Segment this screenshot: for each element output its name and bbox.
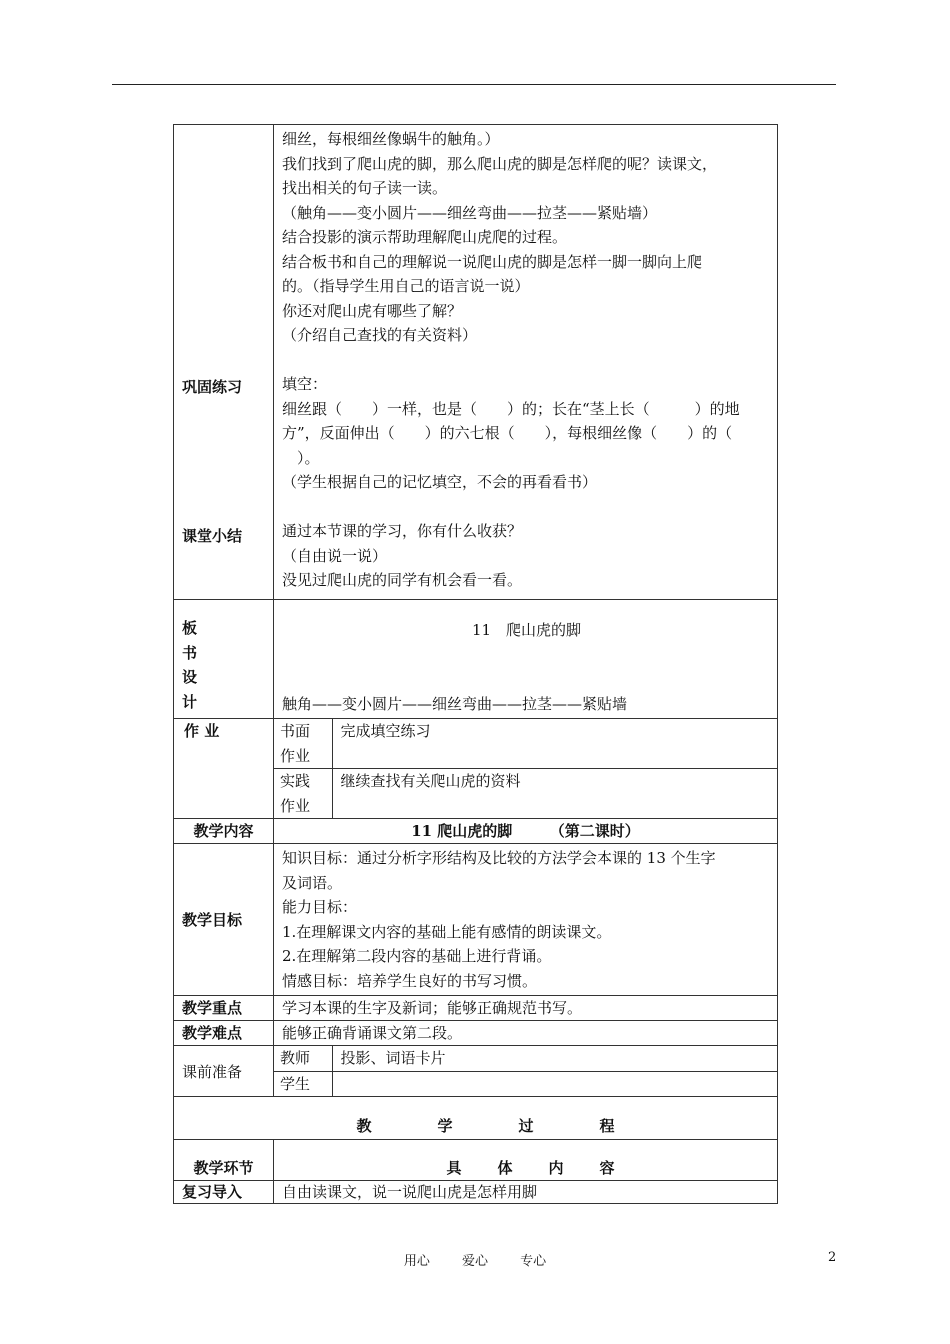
- homework-type: 作业: [280, 796, 311, 815]
- summary-label: 课堂小结: [182, 527, 243, 545]
- key-point-text: 学习本课的生字及新词；能够正确规范书写。: [274, 996, 778, 1021]
- board-design-label: 板 书 设 计: [174, 600, 274, 719]
- prep-who: 学生: [274, 1071, 332, 1096]
- key-point-row: [174, 996, 778, 1021]
- process-header: [174, 1097, 778, 1140]
- summary-line: 没见过爬山虎的同学有机会看一看。: [282, 571, 523, 589]
- homework-label-cell: [174, 719, 274, 819]
- practice-line: ）。: [282, 448, 320, 467]
- homework-task: 完成填空练习: [340, 722, 431, 740]
- difficulty-row: [174, 1021, 778, 1046]
- goals-row: [174, 844, 778, 996]
- text-line: 你还对爬山虎有哪些了解？: [282, 301, 463, 320]
- section-header-content: [274, 1140, 778, 1181]
- section-header-char: 内: [548, 1159, 564, 1177]
- continuation-row: [174, 125, 778, 600]
- text-line: 细丝，每根细丝像蜗牛的触角。）: [282, 130, 500, 148]
- goal-line: 能力目标：: [282, 898, 358, 916]
- homework-item: [274, 719, 777, 769]
- difficulty-text: 能够正确背诵课文第二段。: [274, 1021, 778, 1046]
- board-design-row: [174, 600, 778, 719]
- board-title: 11 爬山虎的脚: [471, 621, 582, 639]
- difficulty-label: 教学难点: [174, 1021, 274, 1046]
- practice-line: （学生根据自己的记忆填空，不会的再看看书）: [282, 473, 598, 491]
- homework-label: 作 业: [184, 722, 220, 740]
- review-row: [174, 1181, 778, 1204]
- homework-table: [274, 719, 777, 818]
- goal-line: 2.在理解第二段内容的基础上进行背诵。: [282, 947, 552, 965]
- text-line: 我们找到了爬山虎的脚，那么爬山虎的脚是怎样爬的呢？读课文，: [282, 154, 718, 173]
- homework-type: 实践: [280, 772, 311, 790]
- goal-line: 1.在理解课文内容的基础上能有感情的朗读课文。: [282, 922, 612, 941]
- lesson-title: 11 爬山虎的脚 （第二课时）: [274, 819, 778, 844]
- section-header-label: 教学环节: [174, 1140, 274, 1181]
- homework-task: 继续查找有关爬山虎的资料: [340, 772, 521, 790]
- practice-line: 填空：: [282, 375, 328, 393]
- key-point-label: 教学重点: [174, 996, 274, 1021]
- goals-content: [274, 844, 778, 996]
- prep-label: 课前准备: [174, 1046, 274, 1097]
- text-line: （触角——变小圆片——细丝弯曲——拉茎——紧贴墙）: [282, 203, 658, 222]
- homework-content: [274, 719, 778, 819]
- process-header-char: 教: [356, 1117, 372, 1135]
- process-header-char: 学: [437, 1117, 453, 1135]
- summary-line: （自由说一说）: [282, 546, 388, 565]
- process-header-row: [174, 1097, 778, 1140]
- footer-item: 用心: [403, 1254, 430, 1269]
- text-line: 找出相关的句子读一读。: [282, 179, 448, 197]
- prep-item: [274, 1071, 777, 1096]
- prep-item: [274, 1046, 777, 1071]
- prep-row: [174, 1046, 778, 1097]
- practice-label: 巩固练习: [182, 378, 243, 396]
- goal-line: 及词语。: [282, 873, 343, 892]
- footer-item: 爱心: [461, 1254, 488, 1269]
- goal-line: 情感目标：培养学生良好的书写习惯。: [282, 971, 538, 990]
- homework-item: [274, 769, 777, 819]
- board-flow: 触角——变小圆片——细丝弯曲——拉茎——紧贴墙: [282, 694, 628, 713]
- homework-row: [174, 719, 778, 819]
- lesson-content-label: 教学内容: [174, 819, 274, 844]
- prep-table: [274, 1046, 777, 1096]
- page-footer: [0, 1250, 950, 1269]
- lesson-plan-table: [173, 124, 778, 1204]
- prep-content: [274, 1046, 778, 1097]
- practice-line: 细丝跟（ ）一样，也是（ ）的；长在“茎上长（ ）的地: [282, 399, 740, 418]
- text-line: （介绍自己查找的有关资料）: [282, 326, 478, 344]
- section-header-char: 体: [497, 1159, 513, 1177]
- text-line: 的。（指导学生用自己的语言说一说）: [282, 277, 530, 295]
- text-line: 结合投影的演示帮助理解爬山虎爬的过程。: [282, 228, 568, 246]
- summary-line: 通过本节课的学习，你有什么收获？: [282, 522, 523, 540]
- prep-who: 教师: [274, 1046, 332, 1071]
- goal-line: 知识目标：通过分析字形结构及比较的方法学会本课的 13 个生字: [282, 849, 716, 867]
- section-header-char: 具: [446, 1159, 462, 1177]
- header-rule: [112, 84, 836, 85]
- process-header-char: 过: [518, 1117, 534, 1135]
- prep-what: [332, 1071, 777, 1096]
- footer-item: 专心: [520, 1254, 547, 1269]
- homework-type: 书面: [280, 722, 311, 740]
- text-line: 结合板书和自己的理解说一说爬山虎的脚是怎样一脚一脚向上爬: [282, 252, 703, 271]
- goals-label: 教学目标: [174, 844, 274, 996]
- review-label: 复习导入: [174, 1181, 274, 1204]
- board-design-content: [274, 600, 778, 719]
- left-label-column: [174, 125, 274, 600]
- section-header-row: [174, 1140, 778, 1181]
- page-number: 2: [828, 1250, 837, 1265]
- process-header-char: 程: [599, 1117, 615, 1135]
- continuation-content: [274, 125, 778, 600]
- section-header-char: 容: [599, 1159, 615, 1177]
- lesson-content-row: [174, 819, 778, 844]
- homework-type: 作业: [280, 746, 311, 765]
- practice-line: 方”，反面伸出（ ）的六七根（ ），每根细丝像（ ）的（: [282, 424, 733, 442]
- prep-what: 投影、词语卡片: [332, 1046, 777, 1071]
- review-text: 自由读课文，说一说爬山虎是怎样用脚: [274, 1181, 778, 1204]
